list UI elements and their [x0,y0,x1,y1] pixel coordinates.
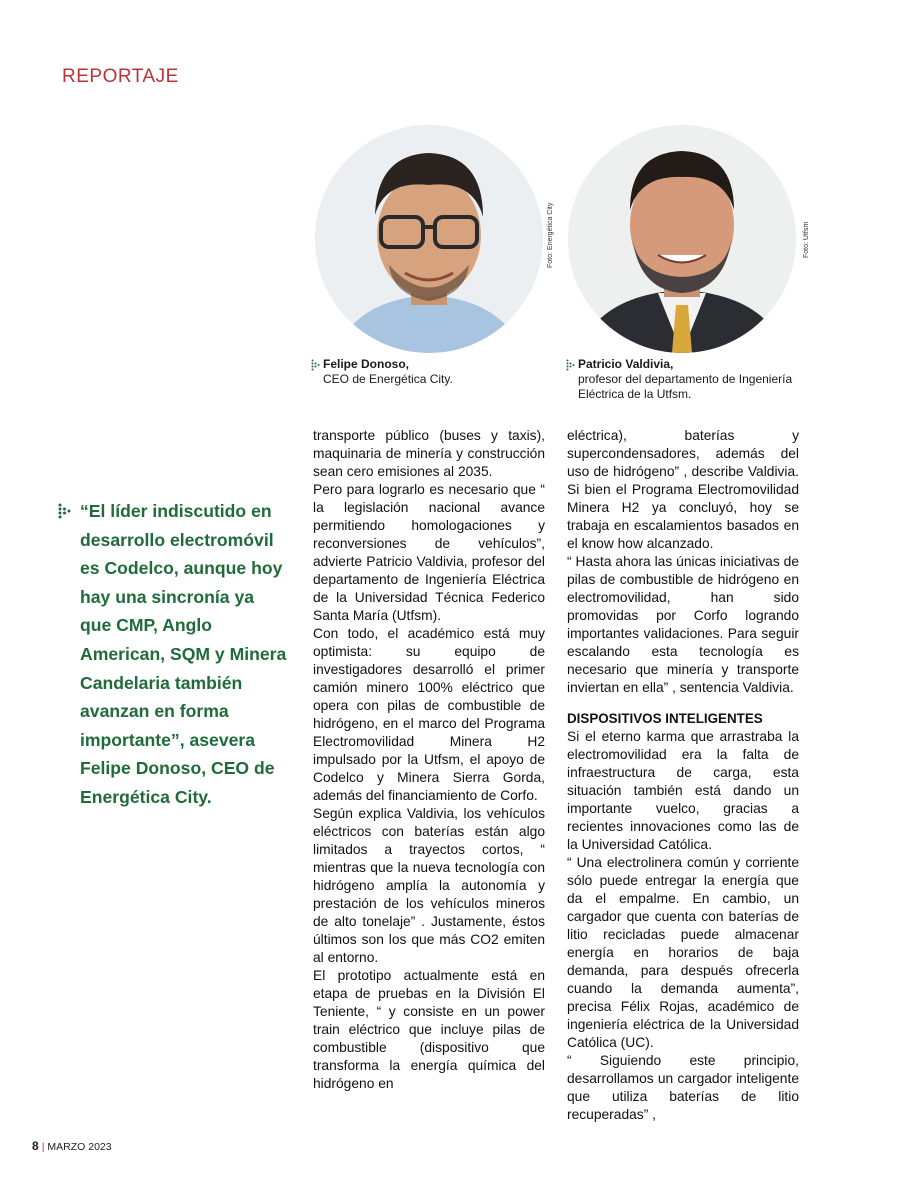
body-paragraph: Según explica Valdivia, los vehículos eléctricos con baterías están algo limitados a trayectos cortos, “ mientras que la nueva tecnología con hidrógeno amplía la autonomía y prestación de los vehículos mineros de alto tonelaje” . Justamente, éstos últimos son los que más CO2 emiten al entorno. [313,806,545,965]
body-paragraph: “ Siguiendo este principio, desarrollamos un cargador inteligente que utiliza baterías de litio recuperadas” , [567,1053,799,1122]
issue-date: MARZO 2023 [47,1141,112,1153]
page-number: 8 [32,1139,39,1153]
footer-separator: | [41,1141,45,1153]
portrait-caption [566,357,816,402]
body-paragraph: Pero para lograrlo es necesario que “ la legislación nacional avance permitiendo homologaciones y reconversiones de vehículos”, advierte Patricio Valdivia, profesor del departamento de Ingeniería Eléctrica de la Universidad Técnica Federico Santa María (Utfsm). [313,482,545,623]
subheading: DISPOSITIVOS INTELIGENTES [567,711,763,726]
pull-quote [58,497,288,812]
dotted-triangle-icon [566,359,576,371]
photo-credit: Foto: Utfsm [803,221,810,258]
article-column-1 [313,427,545,1093]
portrait-felipe-donoso [315,125,543,353]
pull-quote-text: “El líder indiscutido en desarrollo electromóvil es Codelco, aunque hoy hay una sincronía ya que CMP, Anglo American, SQM y Minera Candelaria también avanzan en forma importante”, asevera Felipe Donoso, CEO de Energética City. [80,501,287,807]
portrait-patricio-valdivia [568,125,796,353]
dotted-triangle-icon [58,503,74,521]
body-paragraph: transporte público (buses y taxis), maquinaria de minería y construcción sean cero emisiones al 2035. [313,428,545,479]
body-paragraph: Con todo, el académico está muy optimista: su equipo de investigadores desarrolló el primer camión minero 100% eléctrico que opera con pilas de combustible de hidrógeno, en el marco del Programa Electromovilidad Minera H2 impulsado por la Utfsm, el apoyo de Codelco y Minera Sierra Gorda, además del financiamiento de Corfo. [313,626,545,803]
caption-name: Patricio Valdivia, [578,357,674,371]
caption-role: profesor del departamento de Ingeniería Eléctrica de la Utfsm. [578,372,793,401]
body-paragraph: “ Una electrolinera común y corriente sólo puede entregar la energía que da el empalme. En cambio, un cargador que cuenta con baterías de litio recicladas puede almacenar energía en horarios de baja demanda, para después ofrecerla cuando la demanda aumenta”, precisa Félix Rojas, académico de ingeniería eléctrica de la Universidad Católica (UC). [567,855,799,1050]
dotted-triangle-icon [311,359,321,371]
caption-name: Felipe Donoso, [323,357,410,371]
article-column-2 [567,427,799,1124]
caption-role: CEO de Energética City. [323,372,453,386]
photo-credit: Foto: Energética City [547,202,554,268]
body-paragraph: Si el eterno karma que arrastraba la electromovilidad era la falta de infraestructura de carga, esta situación también está dando un importante vuelco, gracias a recientes innovaciones como las de la Universidad Católica. [567,729,799,852]
portrait-illustration [568,125,796,353]
portrait-caption [311,357,551,387]
section-label: REPORTAJE [62,66,179,87]
body-paragraph: “ Hasta ahora las únicas iniciativas de pilas de combustible de hidrógeno en electromovilidad, han sido promovidas por Corfo logrando importantes validaciones. Para seguir escalando esta tecnología es necesario que minería y transporte inviertan en ella” , sentencia Valdivia. [567,554,799,695]
portrait-illustration [315,125,543,353]
body-paragraph: eléctrica), baterías y supercondensadores, además del uso de hidrógeno” , describe Valdivia. Si bien el Programa Electromovilidad Minera H2 ya concluyó, hoy se trabaja en escalamientos basados en el know how alcanzado. [567,428,799,551]
body-paragraph: El prototipo actualmente está en etapa de pruebas en la División El Teniente, “ y consiste en un power train eléctrico que incluye pilas de combustible (dispositivo que transforma la energía química del hidrógeno en [313,968,545,1091]
page-footer [32,1139,112,1153]
